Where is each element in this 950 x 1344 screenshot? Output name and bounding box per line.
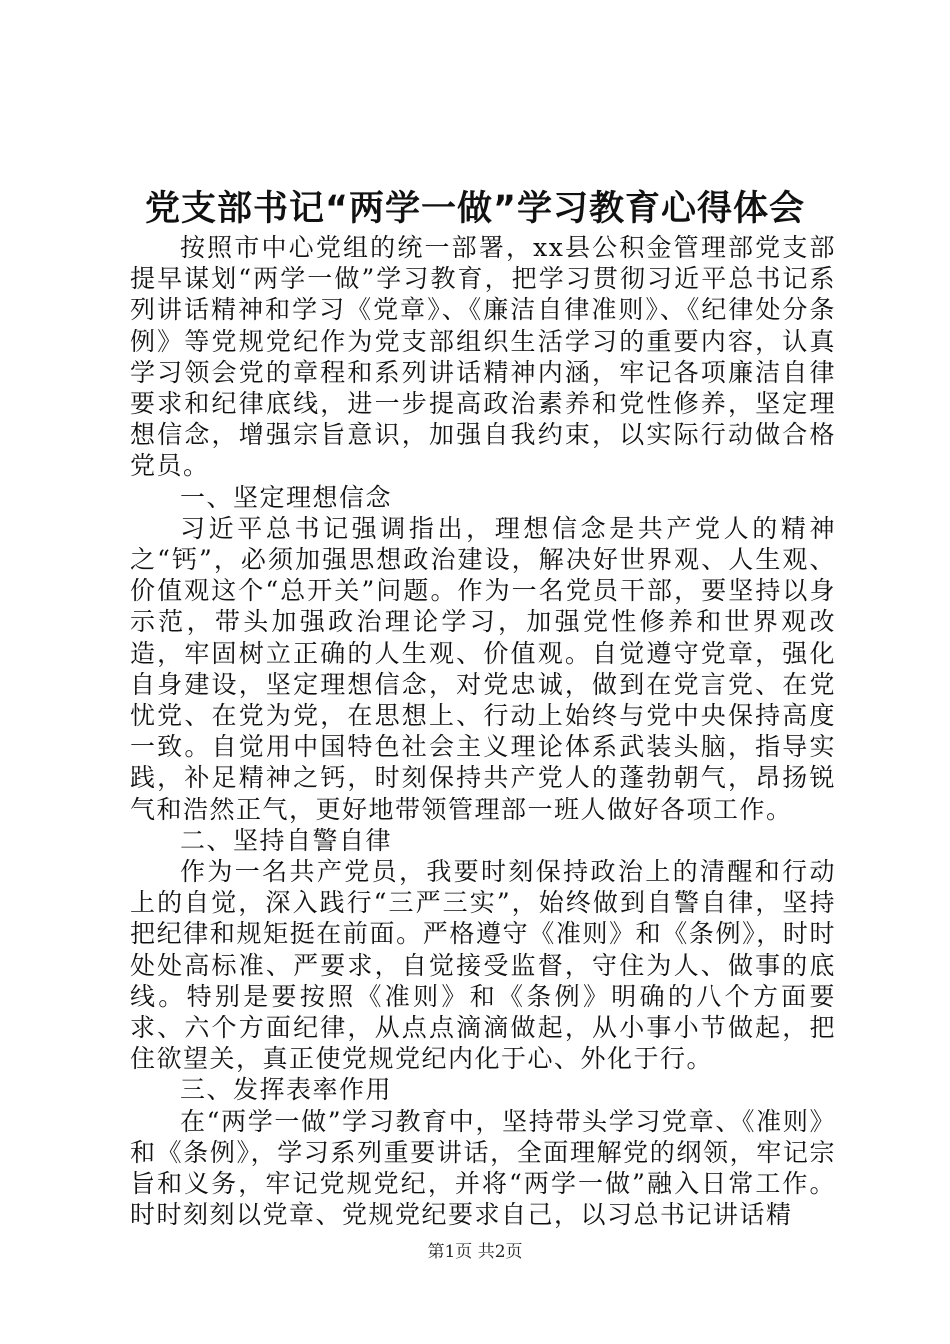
document-title: 党支部书记“两学一做”学习教育心得体会	[144, 189, 805, 229]
section-paragraph-1: 习近平总书记强调指出，理想信念是共产党人的精神之“钙”，必须加强思想政治建设，解决好世界观、人生观、价值观这个“总开关”问题。作为一名党员干部，要坚持以身示范，带头加强政治理论学习，加强党性修养和世界观改造，牢固树立正确的人生观、价值观。自觉遵守党章，强化自身建设，坚定理想信念，对党忠诚，做到在党言党、在党忧党、在党为党，在思想上、行动上始终与党中央保持高度一致。自觉用中国特色社会主义理论体系武装头脑，指导实践，补足精神之钙，时刻保持共产党人的蓬勃朝气，昂扬锐气和浩然正气，更好地带领管理部一班人做好各项工作。	[130, 513, 836, 824]
section-paragraph-2: 作为一名共产党员，我要时刻保持政治上的清醒和行动上的自觉，深入践行“三严三实”，始终做到自警自律，坚持把纪律和规矩挺在前面。严格遵守《准则》和《条例》，时时处处高标准、严要求，自觉接受监督，守住为人、做事的底线。特别是要按照《准则》和《条例》明确的八个方面要求、六个方面纪律，从点点滴滴做起，从小事小节做起，把住欲望关，真正使党规党纪内化于心、外化于行。	[130, 857, 836, 1074]
section-paragraph-3: 在“两学一做”学习教育中，坚持带头学习党章、《准则》和《条例》，学习系列重要讲话，全面理解党的纲领，牢记宗旨和义务，牢记党规党纪，并将“两学一做”融入日常工作。时时刻刻以党章、党规党纪要求自己，以习总书记讲话精	[130, 1106, 836, 1230]
intro-paragraph: 按照市中心党组的统一部署，xx县公积金管理部党支部提早谋划“两学一做”学习教育，把学习贯彻习近平总书记系列讲话精神和学习《党章》、《廉洁自律准则》、《纪律处分条例》等党规党纪作为党支部组织生活学习的重要内容，认真学习领会党的章程和系列讲话精神内涵，牢记各项廉洁自律要求和纪律底线，进一步提高政治素养和党性修养，坚定理想信念，增强宗旨意识，加强自我约束，以实际行动做合格党员。	[130, 233, 836, 481]
section-heading-2: 二、坚持自警自律	[180, 825, 393, 855]
page-footer: 第1页 共2页	[427, 1242, 523, 1262]
section-heading-3: 三、发挥表率作用	[180, 1075, 393, 1105]
document-body	[130, 232, 836, 1231]
section-heading-1: 一、坚定理想信念	[180, 482, 393, 512]
